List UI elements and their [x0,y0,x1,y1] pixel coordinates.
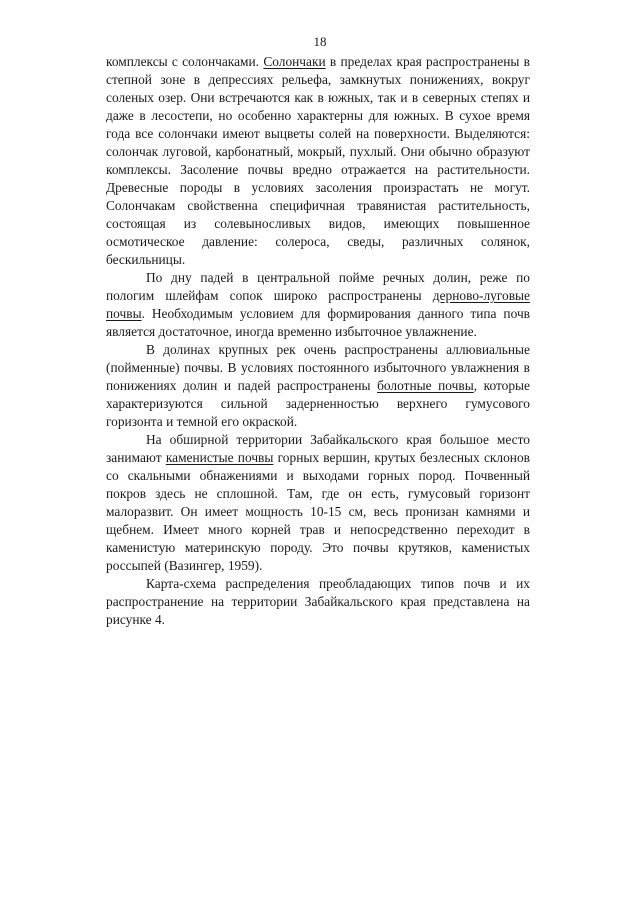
paragraph-text: . Необходимым условием для формирования данного типа почв является достаточное, иногда временно избыточное увлажнение. [106,306,530,339]
paragraph-text: По дну падей в центральной пойме речных долин, реже по пологим шлейфам сопок широко распространены [106,270,530,303]
paragraph-karta-skhema [106,575,530,629]
body-text [106,53,530,629]
term-solonchaki: Солончаки [263,54,326,69]
paragraph-text: горных вершин, крутых безлесных склонов со скальными обнажениями и выходами горных пород. Почвенный покров здесь не сплошной. Там, где он есть, гумусовый горизонт малоразвит. Он имеет мощность 10-15 см, весь пронизан камнями и щебнем. Имеет много корней трав и непосредственно переходит в каменистую материнскую породу. Это почвы крутяков, каменистых россыпей (Вазингер, 1959). [106,450,530,573]
paragraph-kamenistye [106,431,530,575]
paragraph-text: Карта-схема распределения преобладающих типов почв и их распространение на территории Забайкальского края представлена на рисунке 4. [106,576,530,627]
paragraph-text: На обширной территории Забайкальского края большое место занимают [106,432,530,465]
paragraph-dernovo-lugovye [106,269,530,341]
paragraph-solonchaki [106,53,530,269]
paragraph-text: , которые характеризуются сильной задерненностью верхнего гумусового горизонта и темной его окраской. [106,378,530,429]
term-kamenistye: каменистые почвы [165,450,274,465]
paragraph-bolotnye [106,341,530,431]
term-bolotnye: болотные почвы [377,378,474,393]
paragraph-text: комплексы с солончаками. [106,54,260,69]
paragraph-text: в пределах края распространены в степной зоне в депрессиях рельефа, замкнутых понижениях, вокруг соленых озер. Они встречаются как в южных, так и в северных степях и даже в лесостепи, но особенно характерны для южных. В сухое время года все солончаки имеют выцветы солей на поверхности. Выделяются: солончак луговой, карбонатный, мокрый, пухлый. Они обычно образуют комплексы. Засоление почвы вредно отражается на растительности. Древесные породы в условиях засоления произрастать не могут. Солончакам свойственна специфичная травянистая растительность, состоящая из солевыносливых видов, имеющих повышенное осмотическое давление: солероса, сведы, различных солянок, бескильницы. [106,54,530,267]
page-number: 18 [313,34,327,49]
paragraph-text: В долинах крупных рек очень распространены аллювиальные (пойменные) почвы. В условиях постоянного избыточного увлажнения в понижениях долин и падей распространены [106,342,530,393]
term-dernovo-lugovye: дерново-луговые почвы [106,288,530,321]
